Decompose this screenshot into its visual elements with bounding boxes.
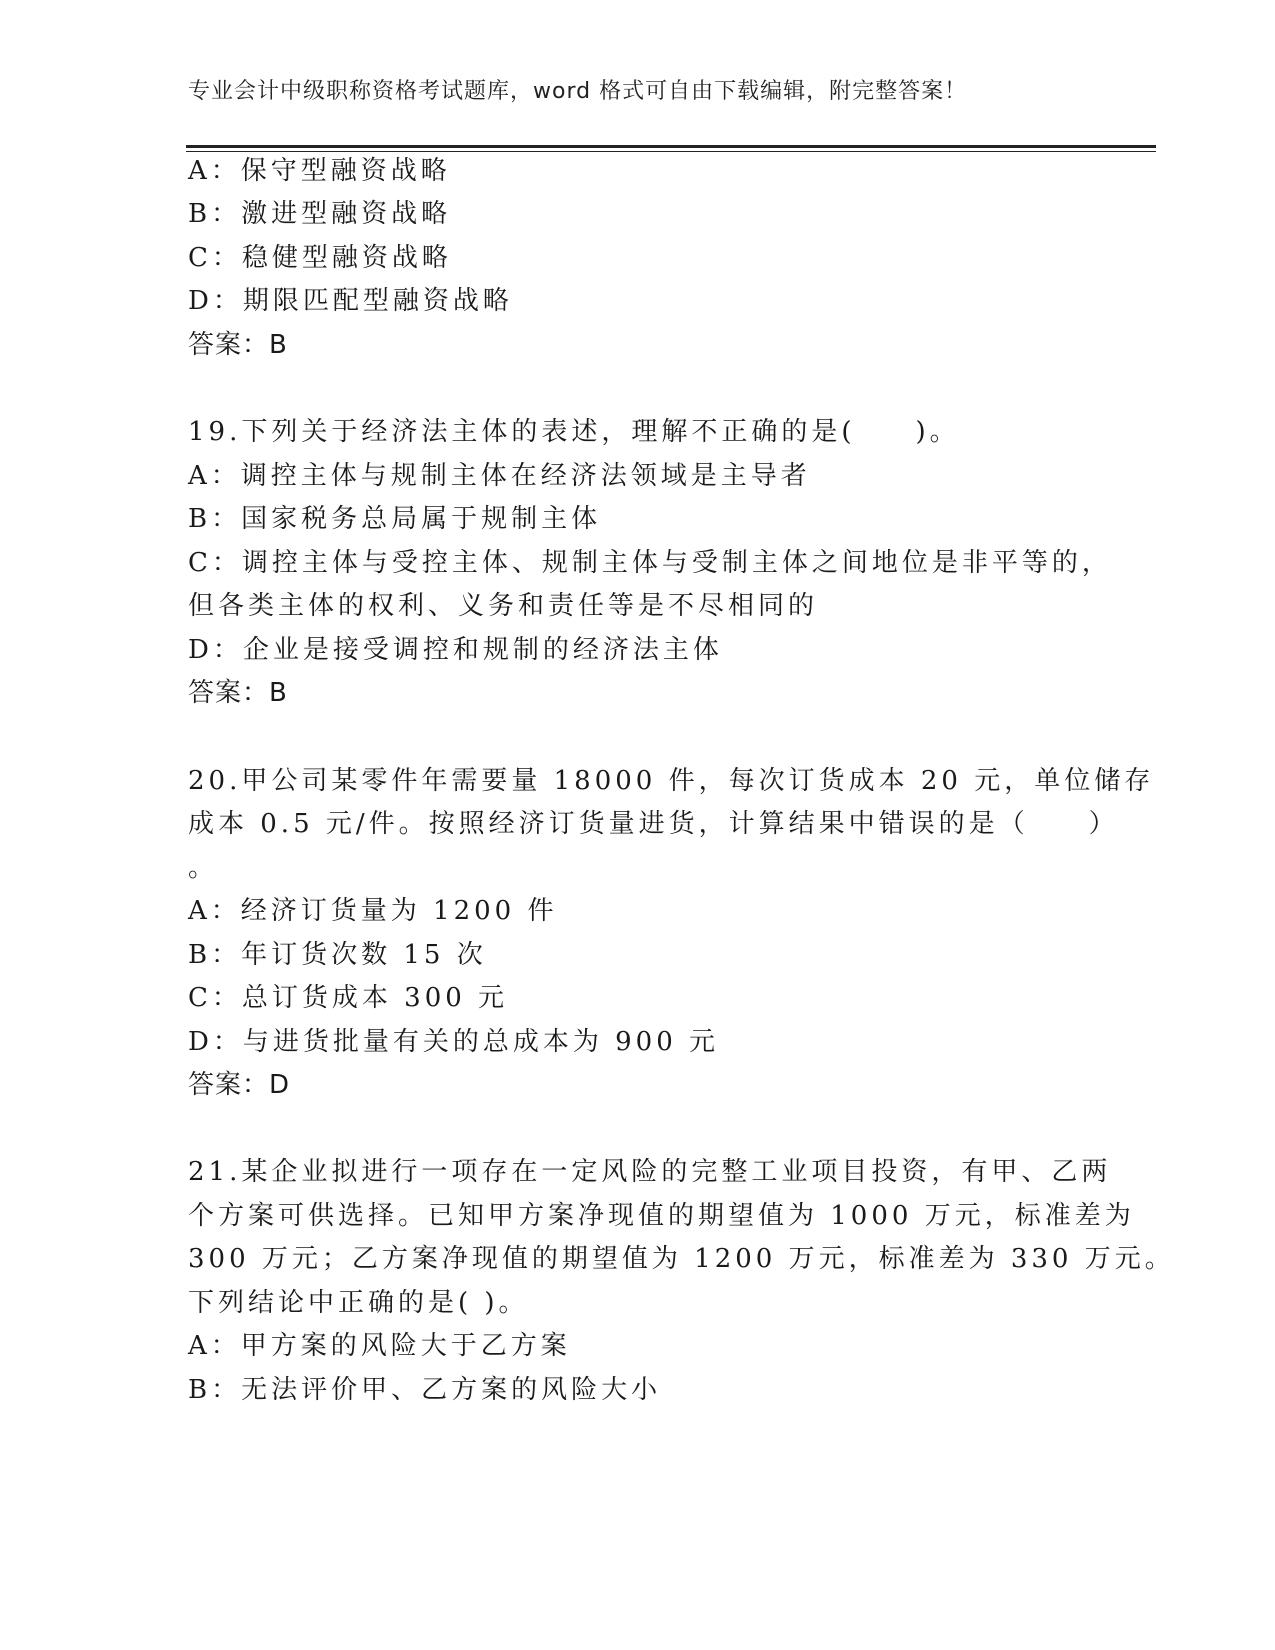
q20-stem-line-2: 成本 0.5 元/件。按照经济订货量进货，计算结果中错误的是（ ） xyxy=(188,809,1119,839)
q19-option-b: B：国家税务总局属于规制主体 xyxy=(188,504,602,534)
q19-option-a: A：调控主体与规制主体在经济法领域是主导者 xyxy=(188,461,811,491)
header-rule-thin xyxy=(186,151,1156,152)
q18-option-a: A：保守型融资战略 xyxy=(188,156,451,186)
q21-option-b: B：无法评价甲、乙方案的风险大小 xyxy=(188,1375,662,1405)
q20-answer: 答案：D xyxy=(188,1070,291,1100)
q21-stem-line-1: 21.某企业拟进行一项存在一定风险的完整工业项目投资，有甲、乙两 xyxy=(188,1157,1112,1187)
q20-option-d: D：与进货批量有关的总成本为 900 元 xyxy=(188,1027,720,1057)
q20-stem-line-3: 。 xyxy=(188,853,219,883)
header-rule-thick xyxy=(186,145,1156,148)
q19-option-c-cont: 但各类主体的权利、义务和责任等是不尽相同的 xyxy=(188,591,819,621)
q18-option-b: B：激进型融资战略 xyxy=(188,199,452,229)
q20-stem-line-1: 20.甲公司某零件年需要量 18000 件，每次订货成本 20 元，单位储存 xyxy=(188,766,1155,796)
q21-stem-line-3: 300 万元；乙方案净现值的期望值为 1200 万元，标准差为 330 万元。 xyxy=(188,1244,1175,1274)
q20-option-b: B：年订货次数 15 次 xyxy=(188,940,487,970)
q18-option-d: D：期限匹配型融资战略 xyxy=(188,286,513,316)
q20-option-c: C：总订货成本 300 元 xyxy=(188,983,509,1013)
q19-option-d: D：企业是接受调控和规制的经济法主体 xyxy=(188,635,723,665)
q18-option-c: C：稳健型融资战略 xyxy=(188,243,452,273)
q21-stem-line-4: 下列结论中正确的是( )。 xyxy=(188,1288,529,1318)
q19-stem: 19.下列关于经济法主体的表述，理解不正确的是( )。 xyxy=(188,417,960,447)
q19-option-c: C：调控主体与受控主体、规制主体与受制主体之间地位是非平等的， xyxy=(188,548,1112,578)
q19-answer: 答案：B xyxy=(188,678,288,708)
q20-option-a: A：经济订货量为 1200 件 xyxy=(188,896,558,926)
q21-stem-line-2: 个方案可供选择。已知甲方案净现值的期望值为 1000 万元，标准差为 xyxy=(188,1201,1135,1231)
q18-answer: 答案：B xyxy=(188,330,288,360)
page-header: 专业会计中级职称资格考试题库，word 格式可自由下载编辑，附完整答案！ xyxy=(188,79,968,104)
q21-option-a: A：甲方案的风险大于乙方案 xyxy=(188,1331,571,1361)
